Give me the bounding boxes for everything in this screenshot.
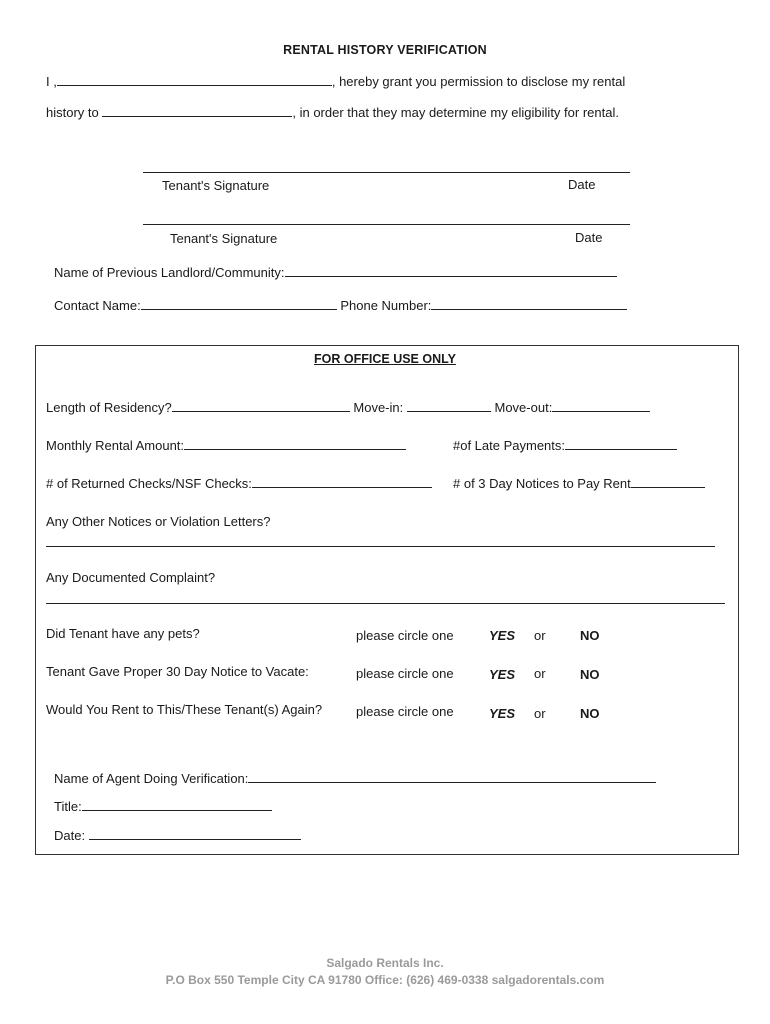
complaint-label: Any Documented Complaint? xyxy=(46,570,216,585)
length-label: Length of Residency? xyxy=(46,400,172,415)
notice-circle-label: please circle one xyxy=(356,666,454,681)
violations-field[interactable] xyxy=(46,546,715,547)
pets-circle-label: please circle one xyxy=(356,628,454,643)
returned-field[interactable] xyxy=(252,475,432,488)
rent-again-or: or xyxy=(534,706,546,721)
previous-landlord-label: Name of Previous Landlord/Community: xyxy=(54,265,285,280)
movein-label: Move-in: xyxy=(353,400,404,415)
notice-or: or xyxy=(534,666,546,681)
rent-label: Monthly Rental Amount: xyxy=(46,438,185,453)
previous-landlord-row xyxy=(54,264,617,280)
moveout-label: Move-out: xyxy=(494,400,553,415)
length-field[interactable] xyxy=(172,399,350,412)
consent-line-2 xyxy=(46,104,619,120)
contact-name-label: Contact Name: xyxy=(54,298,141,313)
date-row xyxy=(54,827,301,843)
rent-field[interactable] xyxy=(184,437,406,450)
consent-prefix: I , xyxy=(46,74,57,89)
consent-suffix: , hereby grant you permission to disclose my rental xyxy=(331,74,626,89)
notices-label: # of 3 Day Notices to Pay Rent xyxy=(453,476,631,491)
returned-row xyxy=(46,475,432,491)
notices-row xyxy=(453,475,705,491)
rent-again-yes[interactable]: YES xyxy=(489,706,516,721)
recipient-field[interactable] xyxy=(102,104,292,117)
phone-label: Phone Number: xyxy=(340,298,432,313)
agent-field[interactable] xyxy=(248,770,656,783)
moveout-field[interactable] xyxy=(552,399,650,412)
agent-label: Name of Agent Doing Verification: xyxy=(54,771,249,786)
rent-again-circle-label: please circle one xyxy=(356,704,454,719)
signature-label-2: Tenant's Signature xyxy=(170,231,278,246)
returned-label: # of Returned Checks/NSF Checks: xyxy=(46,476,252,491)
late-label: #of Late Payments: xyxy=(453,438,566,453)
rent-row xyxy=(46,437,406,453)
footer-address: P.O Box 550 Temple City CA 91780 Office: (626) 469-0338 salgadorentals.com xyxy=(165,973,605,987)
pets-yes[interactable]: YES xyxy=(489,628,516,643)
violations-label: Any Other Notices or Violation Letters? xyxy=(46,514,271,529)
signature-line-2[interactable] xyxy=(143,224,630,225)
late-row xyxy=(453,437,677,453)
title-label: Title: xyxy=(54,799,82,814)
residency-row xyxy=(46,399,650,415)
date-label-2: Date xyxy=(575,230,603,245)
notice-question: Tenant Gave Proper 30 Day Notice to Vacate: xyxy=(46,664,309,679)
footer-company: Salgado Rentals Inc. xyxy=(326,956,444,970)
consent-suffix-2: , in order that they may determine my eligibility for rental. xyxy=(292,105,619,120)
office-date-field[interactable] xyxy=(89,827,301,840)
pets-no[interactable]: NO xyxy=(580,628,600,643)
signature-line-1[interactable] xyxy=(143,172,630,173)
signature-label-1: Tenant's Signature xyxy=(162,178,270,193)
rent-again-no[interactable]: NO xyxy=(580,706,600,721)
pets-or: or xyxy=(534,628,546,643)
agent-row xyxy=(54,770,656,786)
document-title: RENTAL HISTORY VERIFICATION xyxy=(283,43,487,57)
pets-question: Did Tenant have any pets? xyxy=(46,626,200,641)
notice-no[interactable]: NO xyxy=(580,667,600,682)
rent-again-question: Would You Rent to This/These Tenant(s) Again? xyxy=(46,702,323,717)
contact-name-field[interactable] xyxy=(141,297,337,310)
notices-field[interactable] xyxy=(631,475,705,488)
phone-field[interactable] xyxy=(431,297,627,310)
late-field[interactable] xyxy=(565,437,677,450)
title-field[interactable] xyxy=(82,798,272,811)
contact-row xyxy=(54,297,627,313)
office-title: FOR OFFICE USE ONLY xyxy=(314,352,456,366)
title-row xyxy=(54,798,272,814)
consent-line-1 xyxy=(46,73,625,89)
tenant-name-field[interactable] xyxy=(57,73,332,86)
complaint-field[interactable] xyxy=(46,603,725,604)
date-label-1: Date xyxy=(568,177,596,192)
office-date-label: Date: xyxy=(54,828,86,843)
notice-yes[interactable]: YES xyxy=(489,667,516,682)
previous-landlord-field[interactable] xyxy=(285,264,617,277)
consent-prefix-2: history to xyxy=(46,105,99,120)
movein-field[interactable] xyxy=(407,399,491,412)
